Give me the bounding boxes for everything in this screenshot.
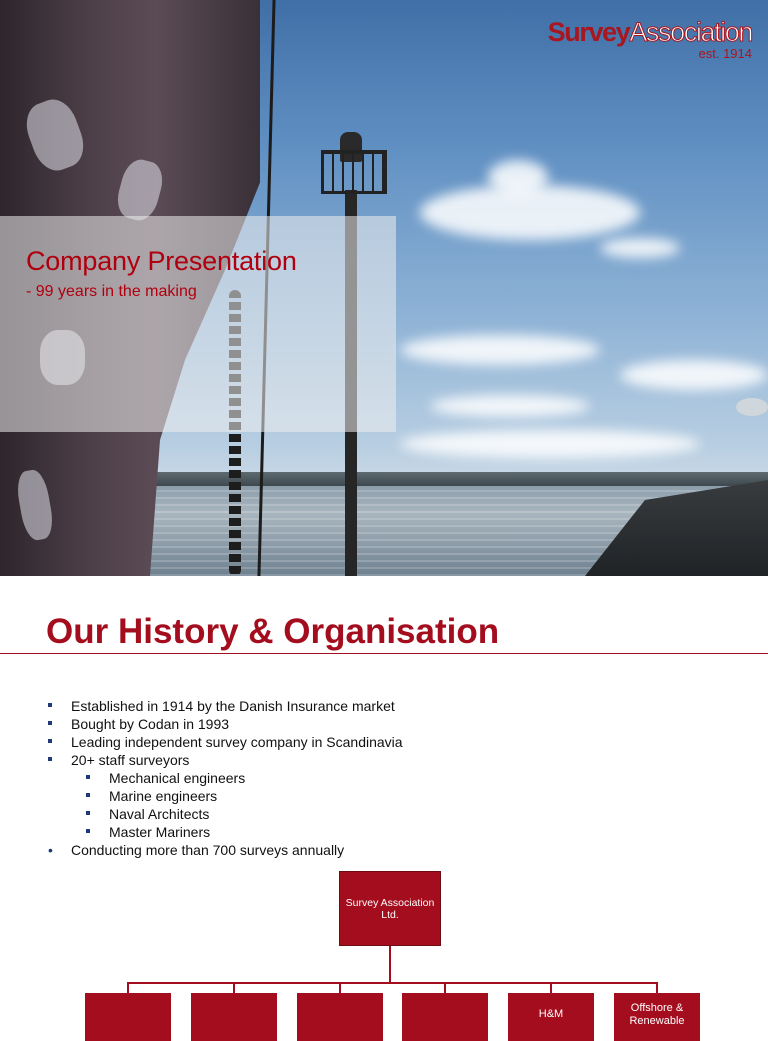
list-item-text: Established in 1914 by the Danish Insurance market [71,698,395,714]
cloud [430,395,590,417]
list-item-text: Leading independent survey company in Scandinavia [71,734,403,750]
list-item [48,697,548,715]
sub-list-item [48,805,548,823]
org-chart-node [402,993,488,1041]
list-item-text: Mechanical engineers [109,770,246,786]
org-chart-root: Survey Association Ltd. [339,871,441,946]
list-item [48,841,548,859]
cloud [600,238,680,258]
presentation-title: Company Presentation [26,246,297,276]
street-lamp [736,398,768,416]
list-item [48,751,548,769]
org-connector [127,982,657,984]
bullet-marker [48,757,52,761]
brand-established: est. 1914 [698,46,752,61]
title-divider [0,653,768,654]
sub-list-item [48,769,548,787]
bullet-marker [48,739,52,743]
org-connector [389,946,391,983]
lift-basket [321,150,387,194]
history-slide [0,576,768,1027]
cloud [400,335,600,365]
slide-title: Our History & Organisation [46,612,500,651]
list-item-text: Bought by Codan in 1993 [71,716,230,732]
list-item [48,733,548,751]
list-item-text: Conducting more than 700 surveys annually [71,842,345,858]
presentation-subtitle: - 99 years in the making [26,283,197,300]
sub-list-item [48,823,548,841]
list-item [48,715,548,733]
list-item-text: Marine engineers [109,788,218,804]
org-chart-node [85,993,171,1041]
bullet-marker [86,775,90,779]
org-chart-node: Offshore & Renewable [614,993,700,1041]
bullet-marker [86,793,90,797]
bullet-marker [86,829,90,833]
sub-list-item [48,787,548,805]
cloud [400,430,700,458]
brand-logo [548,14,752,61]
cloud [620,360,768,390]
bullet-marker: • [48,842,53,858]
cloud [488,160,548,195]
bullet-marker [86,811,90,815]
bullet-list [48,697,548,859]
brand-wordmark [548,14,752,50]
bullet-marker [48,721,52,725]
brand-wordmark-part1: Survey [547,17,630,47]
org-chart-node [191,993,277,1041]
list-item-text: Master Mariners [109,824,211,840]
list-item-text: Naval Architects [109,806,210,822]
brand-wordmark-part2: Association [629,17,752,47]
list-item-text: 20+ staff surveyors [71,752,190,768]
bullet-marker [48,703,52,707]
org-chart-node [297,993,383,1041]
org-chart-node: H&M [508,993,594,1041]
